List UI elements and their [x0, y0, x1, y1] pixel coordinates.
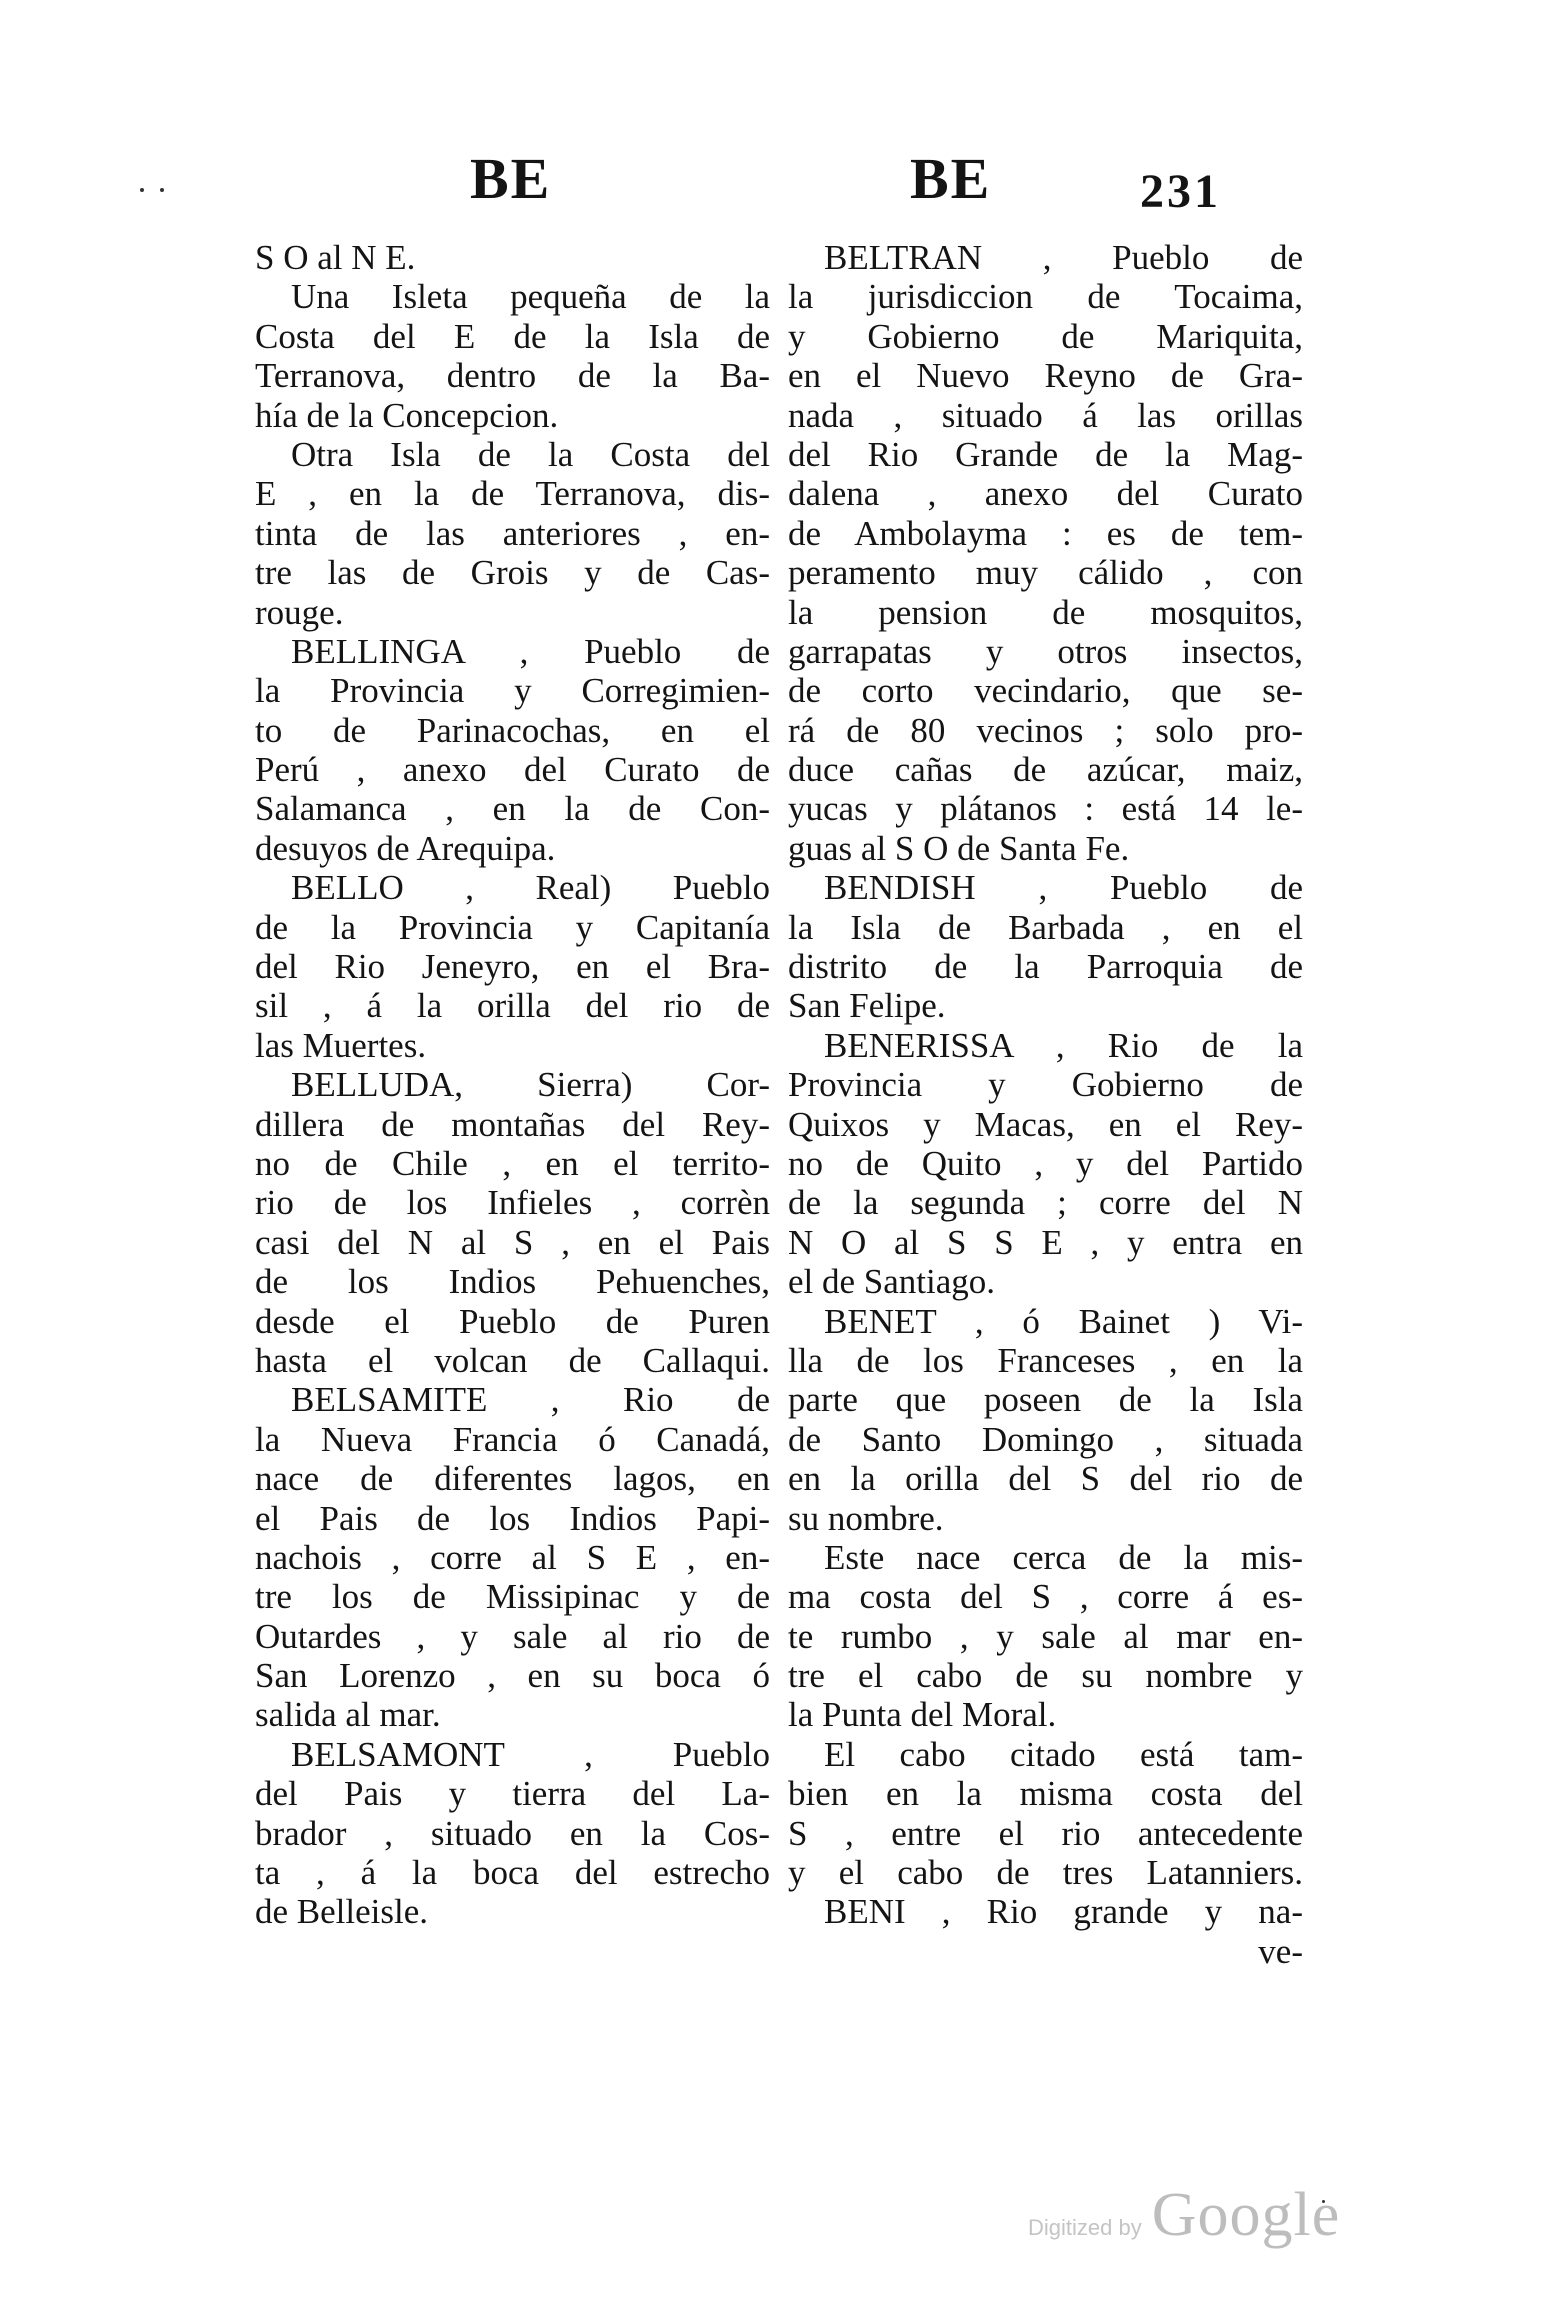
left-column-text-line: tre las de Grois y de Cas-	[255, 553, 770, 593]
left-column-text-line: no de Chile , en el territo-	[255, 1143, 770, 1183]
right-column-text-line: de Santo Domingo , situada	[788, 1419, 1303, 1459]
left-column-text-line: Perú , anexo del Curato de	[255, 750, 770, 790]
right-column-text-line: BENDISH , Pueblo de	[824, 868, 1303, 908]
right-column-text-line: lla de los Franceses , en la	[788, 1340, 1303, 1380]
right-column-text-line: ve-	[1258, 1931, 1303, 1971]
right-column-text-line: no de Quito , y del Partido	[788, 1143, 1303, 1183]
right-column-text-line: nada , situado á las orillas	[788, 395, 1303, 435]
page-number: 231	[1140, 165, 1221, 218]
left-column-text-line: nace de diferentes lagos, en	[255, 1459, 770, 1499]
right-column-text-line: distrito de la Parroquia de	[788, 947, 1303, 987]
right-column-text-line: dalena , anexo del Curato	[788, 474, 1303, 514]
right-column-text-line: El cabo citado está tam-	[824, 1734, 1303, 1774]
right-column-text-line: N O al S S E , y entra en	[788, 1222, 1303, 1262]
left-column-text-line: San Lorenzo , en su boca ó	[255, 1656, 770, 1696]
left-column-text-line: nachois , corre al S E , en-	[255, 1537, 770, 1577]
right-column-text-line: duce cañas de azúcar, maiz,	[788, 750, 1303, 790]
left-column-text-line: BELLINGA , Pueblo de	[291, 631, 770, 671]
left-column-text-line: casi del N al S , en el Pais	[255, 1222, 770, 1262]
left-column-text-line: rouge.	[255, 592, 344, 632]
left-column-text-line: Una Isleta pequeña de la	[291, 277, 770, 317]
right-column-text-line: de Ambolayma : es de tem-	[788, 513, 1303, 553]
right-column-text-line: y Gobierno de Mariquita,	[788, 316, 1303, 356]
left-column-text-line: tre los de Missipinac y de	[255, 1577, 770, 1617]
right-column-text-line: peramento muy cálido , con	[788, 553, 1303, 593]
left-column-text-line: del Pais y tierra del La-	[255, 1774, 770, 1814]
left-column-text-line: Outardes , y sale al rio de	[255, 1616, 770, 1656]
left-column-text-line: Costa del E de la Isla de	[255, 316, 770, 356]
right-column-text-line: la pension de mosquitos,	[788, 592, 1303, 632]
right-column-text-line: del Rio Grande de la Mag-	[788, 434, 1303, 474]
left-column-text-line: de Belleisle.	[255, 1892, 429, 1932]
right-column-text-line: Quixos y Macas, en el Rey-	[788, 1104, 1303, 1144]
left-column-text-line: la Nueva Francia ó Canadá,	[255, 1419, 770, 1459]
ink-speck	[160, 188, 164, 192]
running-head-left: BE	[470, 146, 552, 211]
right-column-text-line: te rumbo , y sale al mar en-	[788, 1616, 1303, 1656]
right-column-text-line: garrapatas y otros insectos,	[788, 631, 1303, 671]
left-column-text-line: Salamanca , en la de Con-	[255, 789, 770, 829]
left-column-text-line: tinta de las anteriores , en-	[255, 513, 770, 553]
right-column-text-line: BENET , ó Bainet ) Vi-	[824, 1301, 1303, 1341]
left-column-text-line: hasta el volcan de Callaqui.	[255, 1340, 770, 1380]
right-column-text-line: parte que poseen de la Isla	[788, 1380, 1303, 1420]
right-column-text-line: ma costa del S , corre á es-	[788, 1577, 1303, 1617]
left-column-text-line: BELSAMITE , Rio de	[291, 1380, 770, 1420]
right-column-text-line: en el Nuevo Reyno de Gra-	[788, 356, 1303, 396]
left-column-text-line: ta , á la boca del estrecho	[255, 1853, 770, 1893]
right-column-text-line: bien en la misma costa del	[788, 1774, 1303, 1814]
right-column-text-line: Este nace cerca de la mis-	[824, 1537, 1303, 1577]
running-head-right: BE	[910, 146, 992, 211]
left-column-text-line: S O al N E.	[255, 238, 416, 277]
google-watermark	[1028, 2180, 1340, 2251]
left-column-text-line: E , en la de Terranova, dis-	[255, 474, 770, 514]
right-column-text-line: Provincia y Gobierno de	[788, 1065, 1303, 1105]
right-column-text-line: la jurisdiccion de Tocaima,	[788, 277, 1303, 317]
google-logo: Google	[1151, 2181, 1341, 2249]
right-column-text-line: S , entre el rio antecedente	[788, 1813, 1303, 1853]
left-column-text-line: to de Parinacochas, en el	[255, 710, 770, 750]
ink-speck	[140, 188, 144, 192]
right-column-text-line: de corto vecindario, que se-	[788, 671, 1303, 711]
left-column-text-line: el Pais de los Indios Papi-	[255, 1498, 770, 1538]
right-column-text-line: el de Santiago.	[788, 1262, 996, 1302]
right-column-text-line: guas al S O de Santa Fe.	[788, 828, 1130, 868]
left-column-text-line: BELLO , Real) Pueblo	[291, 868, 770, 908]
left-column-text-line: salida al mar.	[255, 1695, 441, 1735]
right-column-text-line: tre el cabo de su nombre y	[788, 1656, 1303, 1696]
left-column-text-line: desuyos de Arequipa.	[255, 828, 556, 868]
right-column-text-line: BENERISSA , Rio de la	[824, 1025, 1303, 1065]
left-column-text-line: brador , situado en la Cos-	[255, 1813, 770, 1853]
right-column-text-line: la Punta del Moral.	[788, 1695, 1057, 1735]
left-column-text-line: sil , á la orilla del rio de	[255, 986, 770, 1026]
left-column-text-line: hía de la Concepcion.	[255, 395, 559, 435]
left-column-text-line: desde el Pueblo de Puren	[255, 1301, 770, 1341]
left-column-text-line: dillera de montañas del Rey-	[255, 1104, 770, 1144]
left-column-text-line: Terranova, dentro de la Ba-	[255, 356, 770, 396]
right-column-text-line: BENI , Rio grande y na-	[824, 1892, 1303, 1932]
left-column-text-line: de la Provincia y Capitanía	[255, 907, 770, 947]
left-column-text-line: BELLUDA, Sierra) Cor-	[291, 1065, 770, 1105]
digitized-by-label: Digitized by	[1028, 2215, 1142, 2240]
right-column-text-line: en la orilla del S del rio de	[788, 1459, 1303, 1499]
right-column-text-line: rá de 80 vecinos ; solo pro-	[788, 710, 1303, 750]
left-column-text-line: BELSAMONT , Pueblo	[291, 1734, 770, 1774]
right-column-text-line: San Felipe.	[788, 986, 946, 1026]
right-column-text-line: la Isla de Barbada , en el	[788, 907, 1303, 947]
left-column-text-line: la Provincia y Corregimien-	[255, 671, 770, 711]
right-text-column	[788, 238, 1303, 1971]
left-column-text-line: las Muertes.	[255, 1025, 427, 1065]
right-column-text-line: y el cabo de tres Latanniers.	[788, 1853, 1303, 1893]
left-column-text-line: de los Indios Pehuenches,	[255, 1262, 770, 1302]
left-column-text-line: del Rio Jeneyro, en el Bra-	[255, 947, 770, 987]
left-text-column	[255, 238, 770, 1932]
right-column-text-line: de la segunda ; corre del N	[788, 1183, 1303, 1223]
right-column-text-line: BELTRAN , Pueblo de	[824, 238, 1303, 277]
left-column-text-line: Otra Isla de la Costa del	[291, 434, 770, 474]
right-column-text-line: su nombre.	[788, 1498, 944, 1538]
right-column-text-line: yucas y plátanos : está 14 le-	[788, 789, 1303, 829]
left-column-text-line: rio de los Infieles , corrèn	[255, 1183, 770, 1223]
